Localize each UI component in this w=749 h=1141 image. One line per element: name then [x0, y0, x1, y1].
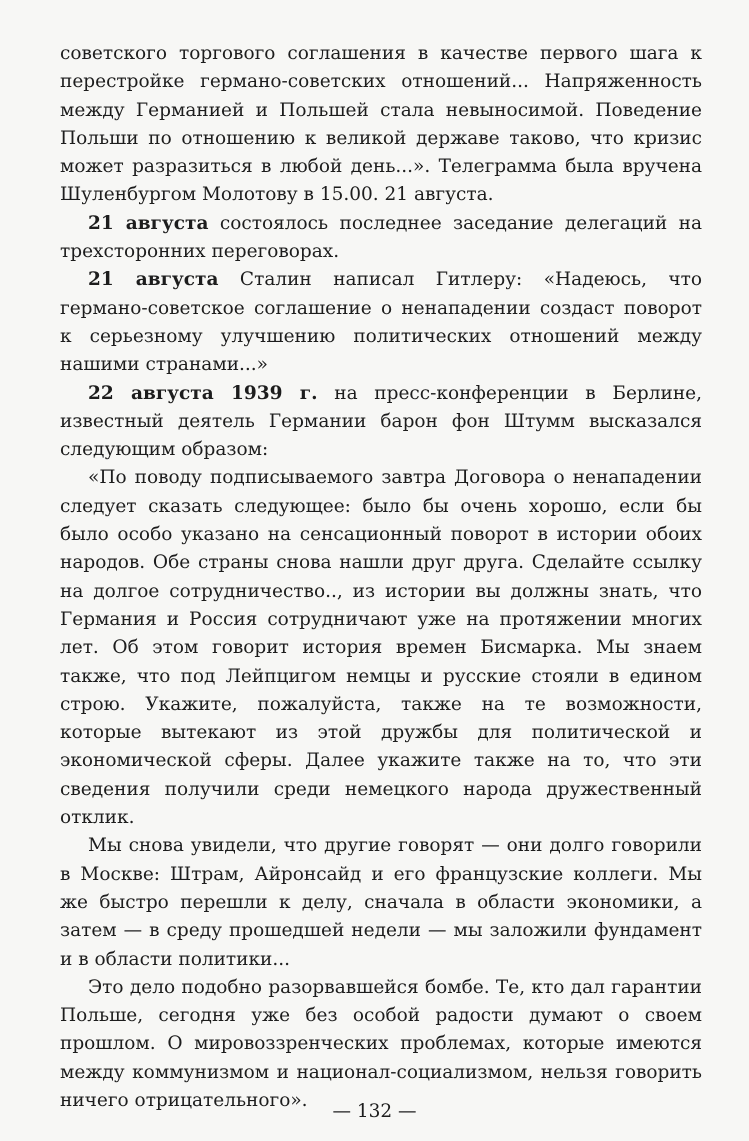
paragraph-3	[60, 266, 702, 379]
paragraph-6-quote	[60, 832, 702, 973]
paragraph-1-text: советского торгового соглашения в качестве первого шага к перестройке германо-советских отношений... Напряженность между Германией и Польшей стала невыносимой. Поведение Польши по отношению к великой державе таково, что кризис может разразиться в любой день...». Телеграмма была вручена Шуленбургом Молотову в 15.00. 21 августа.	[60, 43, 702, 206]
paragraph-7-text: Это дело подобно разорвавшейся бомбе. Те, кто дал гарантии Польше, сегодня уже без особой радости думают о своем прошлом. О мировоззренческих проблемах, которые имеются между коммунизмом и национал-социализмом, нельзя говорить ничего отрицательного».	[60, 976, 702, 1111]
paragraph-1	[60, 40, 702, 210]
paragraph-4	[60, 380, 702, 465]
paragraph-4-lead: 22 августа 1939 г.	[88, 382, 318, 404]
paragraph-5-quote	[60, 464, 702, 832]
paragraph-2-lead: 21 августа	[88, 212, 209, 234]
paragraph-5-text: «По поводу подписываемого завтра Договора о ненападении следует сказать следующее: было бы очень хорошо, если бы было особо указано на сенсационный поворот в истории обоих народов. Обе страны снова нашли друг друга. Сделайте ссылку на долгое сотрудничество.., из истории вы должны знать, что Германия и Россия сотрудничают уже на протяжении многих лет. Об этом говорит история времен Бисмарка. Мы знаем также, что под Лейпцигом немцы и русские стояли в едином строю. Укажите, пожалуйста, также на те возможности, которые вытекают из этой дружбы для политической и экономической сферы. Далее укажите также на то, что эти сведения получили среди немецкого народа дружественный отклик.	[60, 467, 702, 829]
paragraph-3-lead: 21 августа	[88, 269, 219, 291]
paragraph-2	[60, 210, 702, 267]
paragraph-6-text: Мы снова увидели, что другие говорят — они долго говорили в Москве: Штрам, Айронсайд и его французские коллеги. Мы же быстро перешли к делу, сначала в области экономики, а затем — в среду прошедшей недели — мы заложили фундамент и в области политики...	[60, 835, 702, 970]
page-text	[60, 40, 702, 1115]
paragraph-4-text: на пресс-конференции в Берлине, известный деятель Германии барон фон Штумм высказался следующим образом:	[60, 382, 702, 461]
page-number: — 132 —	[332, 1101, 417, 1122]
paragraph-3-text: Сталин написал Гитлеру: «Надеюсь, что германо-советское соглашение о ненападении создаст поворот к серьезному улучшению политических отношений между нашими странами...»	[60, 269, 703, 376]
paragraph-2-text: состоялось последнее заседание делегаций на трехсторонних переговорах.	[60, 212, 702, 263]
paragraph-7-quote	[60, 974, 702, 1115]
